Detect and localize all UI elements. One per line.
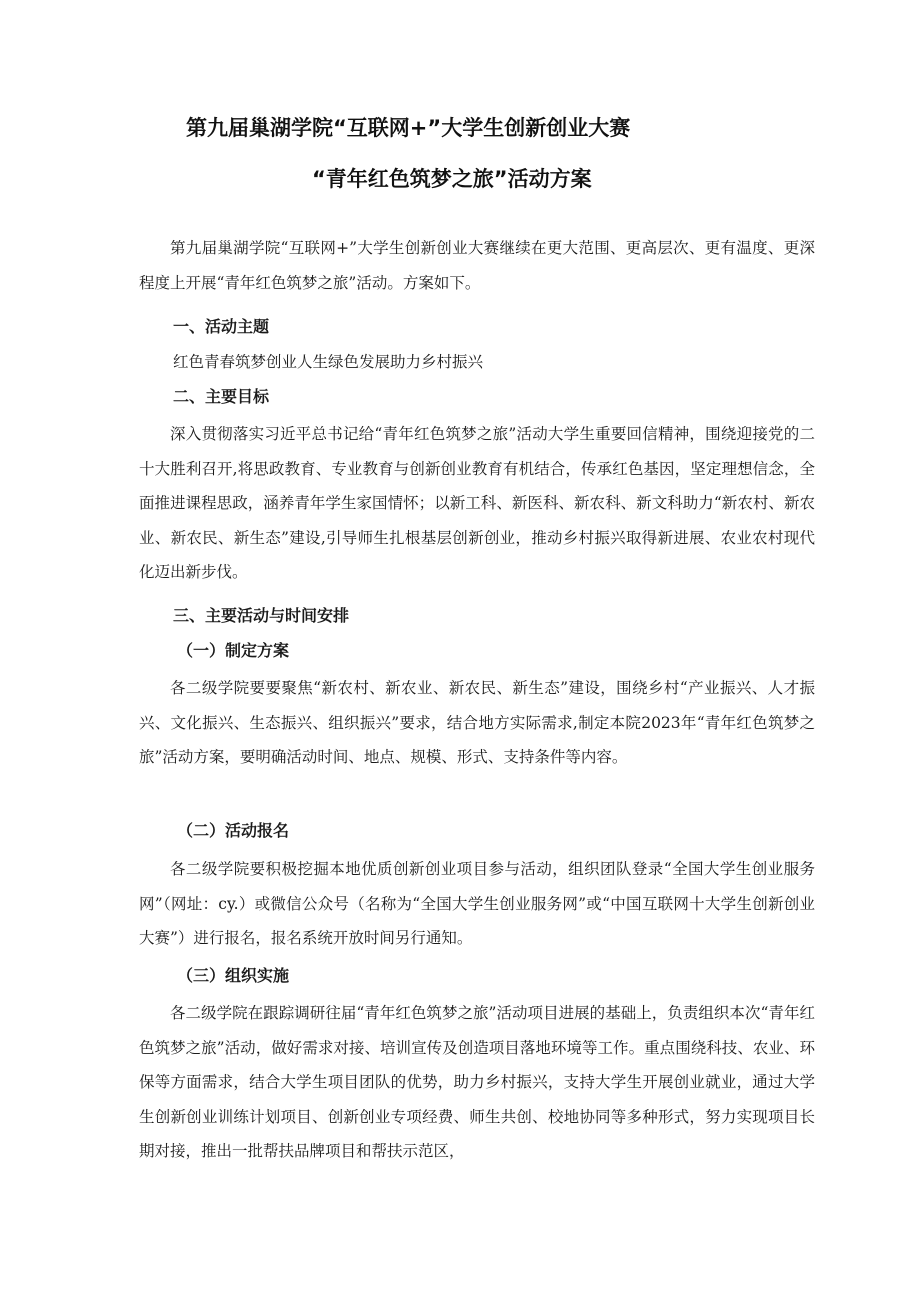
intro-paragraph: 第九届巢湖学院“互联网+”大学生创新创业大赛继续在更大范围、更高层次、更有温度、更深程度上开展“青年红色筑梦之旅”活动。方案如下。 [139,239,815,292]
section-3-heading: 三、主要活动与时间安排 [173,606,350,625]
section-3-2-heading: （二）活动报名 [177,821,290,840]
section-1-content: 红色青春筑梦创业人生绿色发展助力乡村振兴 [173,353,484,371]
section-3-2-content: 各二级学院要积极挖掘本地优质创新创业项目参与活动，组织团队登录“全国大学生创业服务网”（网址：cy.）或微信公众号（名称为“全国大学生创业服务网”或“中国互联网十大学生创新创业大赛”）进行报名，报名系统开放时间另行通知。 [139,860,815,947]
section-2-content: 深入贯彻落实习近平总书记给“青年红色筑梦之旅”活动大学生重要回信精神，围绕迎接党的二十大胜利召开,将思政教育、专业教育与创新创业教育有机结合，传承红色基因，坚定理想信念，全面推进课程思政，涵养青年学生家国情怀；以新工科、新医科、新农科、新文科助力“新农村、新农业、新农民、新生态”建设,引导师生扎根基层创新创业，推动乡村振兴取得新进展、农业农村现代化迈出新步伐。 [139,425,815,581]
section-3-3-heading: （三）组织实施 [177,966,290,985]
document-title-line-2: “青年红色筑梦之旅”活动方案 [312,167,592,191]
section-3-3-content: 各二级学院在跟踪调研往届“青年红色筑梦之旅”活动项目进展的基础上，负责组织本次“青年红色筑梦之旅”活动，做好需求对接、培训宣传及创造项目落地环境等工作。重点围绕科技、农业、环保等方面需求，结合大学生项目团队的优势，助力乡村振兴，支持大学生开展创业就业，通过大学生创新创业训练计划项目、创新创业专项经费、师生共创、校地协同等多种形式，努力实现项目长期对接，推出一批帮扶品牌项目和帮扶示范区， [139,1004,815,1160]
section-2-heading: 二、主要目标 [173,387,270,406]
document-title-line-1: 第九届巢湖学院“互联网+”大学生创新创业大赛 [186,116,631,140]
section-3-1-content: 各二级学院要要聚焦“新农村、新农业、新农民、新生态”建设，围绕乡村“产业振兴、人才振兴、文化振兴、生态振兴、组织振兴”要求，结合地方实际需求,制定本院2023年“青年红色筑梦之旅”活动方案，要明确活动时间、地点、规模、形式、支持条件等内容。 [139,679,815,766]
section-1-heading: 一、活动主题 [173,317,270,336]
section-3-1-heading: （一）制定方案 [177,641,290,660]
